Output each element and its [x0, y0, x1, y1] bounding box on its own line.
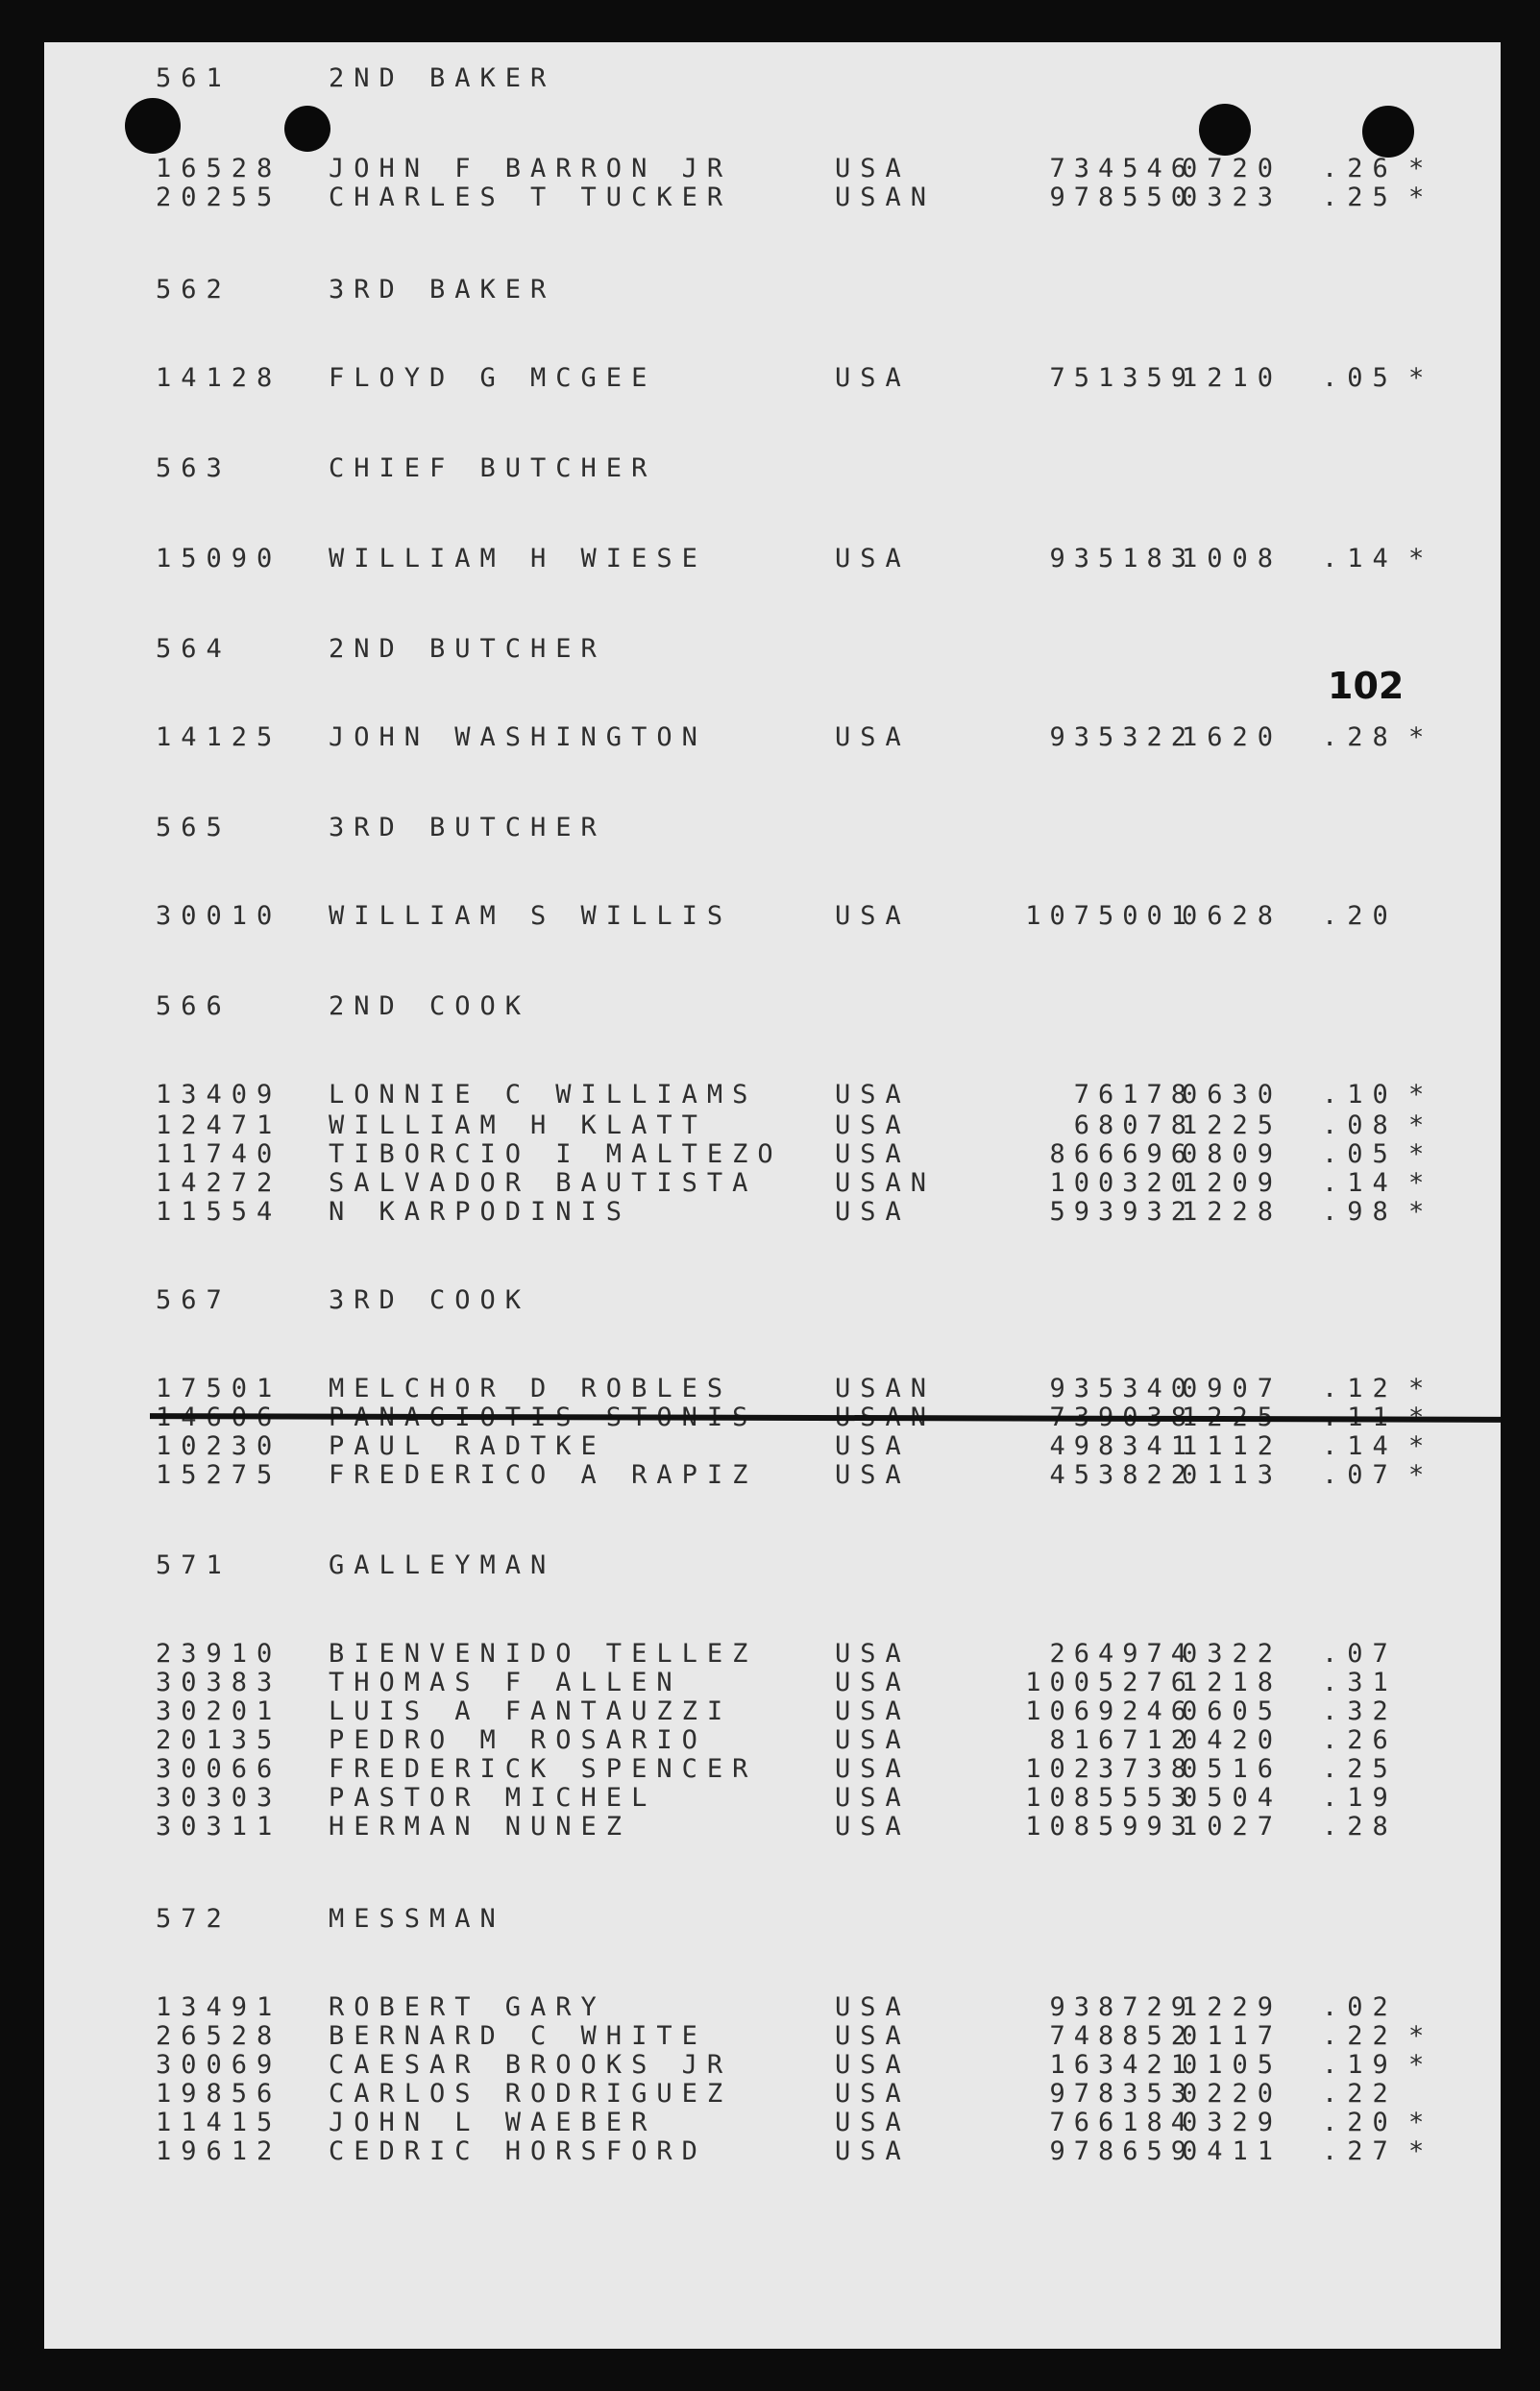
entry-citizenship: USA	[835, 1139, 911, 1169]
entry-value: .26	[1322, 154, 1398, 183]
roster-entry	[44, 363, 1501, 394]
entry-id: 30383	[156, 1668, 282, 1697]
entry-value: .25	[1322, 183, 1398, 212]
entry-name: MELCHOR D ROBLES	[329, 1374, 733, 1403]
entry-value: .14	[1322, 1431, 1398, 1461]
section-title: 3RD COOK	[329, 1285, 531, 1315]
entry-number: 163421	[1049, 2050, 1195, 2080]
section-heading	[44, 1550, 1501, 1581]
entry-mark: *	[1408, 1080, 1434, 1110]
entry-citizenship: USA	[835, 1080, 911, 1110]
entry-citizenship: USA	[835, 1639, 911, 1669]
entry-citizenship: USA	[835, 1431, 911, 1461]
entry-value: .07	[1322, 1460, 1398, 1490]
entry-citizenship: USA	[835, 1812, 911, 1842]
section-title: GALLEYMAN	[329, 1550, 556, 1580]
roster-entry	[44, 1110, 1501, 1141]
entry-citizenship: USA	[835, 1110, 911, 1140]
entry-value: .25	[1322, 1754, 1398, 1784]
entry-name: TIBORCIO I MALTEZO	[329, 1139, 783, 1169]
entry-number: 1085553	[1025, 1783, 1195, 1813]
entry-citizenship: USA	[835, 1460, 911, 1490]
entry-citizenship: USA	[835, 1696, 911, 1726]
entry-name: WILLIAM S WILLIS	[329, 901, 733, 931]
entry-id: 11415	[156, 2108, 282, 2137]
entry-mark: *	[1408, 2108, 1434, 2137]
entry-id: 17501	[156, 1374, 282, 1403]
entry-value: .27	[1322, 2136, 1398, 2166]
entry-citizenship: USAN	[835, 1168, 937, 1198]
entry-number: 498341	[1049, 1431, 1195, 1461]
entry-number: 1005276	[1025, 1668, 1195, 1697]
entry-name: WILLIAM H WIESE	[329, 544, 707, 573]
entry-name: FREDERICO A RAPIZ	[329, 1460, 758, 1490]
entry-name: CEDRIC HORSFORD	[329, 2136, 707, 2166]
entry-number: 978550	[1049, 183, 1195, 212]
section-heading	[44, 275, 1501, 305]
entry-citizenship: USA	[835, 1197, 911, 1227]
roster-entry	[44, 1168, 1501, 1199]
entry-mark: *	[1408, 2136, 1434, 2166]
entry-date-code: 0117	[1182, 2021, 1283, 2051]
section-title: 3RD BAKER	[329, 275, 556, 305]
entry-name: PASTOR MICHEL	[329, 1783, 657, 1813]
section-code: 567	[156, 1285, 232, 1315]
entry-date-code: 1112	[1182, 1431, 1283, 1461]
entry-date-code: 0628	[1182, 901, 1283, 931]
entry-date-code: 0420	[1182, 1725, 1283, 1755]
section-heading	[44, 453, 1501, 484]
entry-value: .20	[1322, 2108, 1398, 2137]
entry-id: 13491	[156, 1992, 282, 2022]
entry-id: 10230	[156, 1431, 282, 1461]
entry-mark: *	[1408, 1460, 1434, 1490]
roster-entry	[44, 1403, 1501, 1433]
entry-id: 16528	[156, 154, 282, 183]
roster-entry	[44, 2050, 1501, 2081]
entry-date-code: 0720	[1182, 154, 1283, 183]
entry-value: .28	[1322, 722, 1398, 752]
entry-citizenship: USA	[835, 1783, 911, 1813]
entry-number: 264974	[1049, 1639, 1195, 1669]
entry-mark: *	[1408, 2021, 1434, 2051]
entry-id: 11554	[156, 1197, 282, 1227]
roster-entry	[44, 722, 1501, 753]
entry-date-code: 0630	[1182, 1080, 1283, 1110]
entry-id: 13409	[156, 1080, 282, 1110]
entry-mark: *	[1408, 154, 1434, 183]
section-code: 562	[156, 275, 232, 305]
entry-name: PAUL RADTKE	[329, 1431, 606, 1461]
entry-name: BERNARD C WHITE	[329, 2021, 707, 2051]
entry-citizenship: USA	[835, 363, 911, 393]
entry-number: 593932	[1049, 1197, 1195, 1227]
entry-mark: *	[1408, 363, 1434, 393]
entry-name: JOHN F BARRON JR	[329, 154, 733, 183]
roster-entry	[44, 1639, 1501, 1670]
entry-id: 15090	[156, 544, 282, 573]
roster-entry	[44, 1754, 1501, 1785]
entry-date-code: 0220	[1182, 2079, 1283, 2109]
entry-value: .05	[1322, 363, 1398, 393]
roster-entry	[44, 183, 1501, 213]
section-code: 571	[156, 1550, 232, 1580]
entry-number: 816712	[1049, 1725, 1195, 1755]
entry-value: .19	[1322, 2050, 1398, 2080]
entry-id: 19612	[156, 2136, 282, 2166]
entry-name: BIENVENIDO TELLEZ	[329, 1639, 758, 1669]
entry-citizenship: USA	[835, 1668, 911, 1697]
entry-id: 15275	[156, 1460, 282, 1490]
entry-citizenship: USA	[835, 2136, 911, 2166]
entry-value: .14	[1322, 1168, 1398, 1198]
entry-id: 23910	[156, 1639, 282, 1669]
section-title: MESSMAN	[329, 1904, 505, 1934]
entry-date-code: 0516	[1182, 1754, 1283, 1784]
entry-number: 100320	[1049, 1168, 1195, 1198]
section-title: 2ND BAKER	[329, 63, 556, 93]
entry-id: 30311	[156, 1812, 282, 1842]
entry-date-code: 1620	[1182, 722, 1283, 752]
entry-number: 1085993	[1025, 1812, 1195, 1842]
entry-value: .20	[1322, 901, 1398, 931]
entry-value: .22	[1322, 2021, 1398, 2051]
entry-mark: *	[1408, 1139, 1434, 1169]
entry-number: 935183	[1049, 544, 1195, 573]
entry-number: 734546	[1049, 154, 1195, 183]
roster-entry	[44, 1374, 1501, 1404]
entry-date-code: 1210	[1182, 363, 1283, 393]
entry-value: .98	[1322, 1197, 1398, 1227]
entry-date-code: 1027	[1182, 1812, 1283, 1842]
entry-name: WILLIAM H KLATT	[329, 1110, 707, 1140]
entry-number: 1023738	[1025, 1754, 1195, 1784]
document-page	[44, 42, 1501, 2349]
entry-name: PEDRO M ROSARIO	[329, 1725, 707, 1755]
entry-number: 748852	[1049, 2021, 1195, 2051]
section-code: 561	[156, 63, 232, 93]
entry-name: ROBERT GARY	[329, 1992, 606, 2022]
section-heading	[44, 1904, 1501, 1935]
entry-date-code: 1218	[1182, 1668, 1283, 1697]
entry-mark: *	[1408, 1110, 1434, 1140]
entry-citizenship: USA	[835, 2021, 911, 2051]
section-code: 565	[156, 813, 232, 842]
entry-name: LUIS A FANTAUZZI	[329, 1696, 733, 1726]
entry-id: 30010	[156, 901, 282, 931]
entry-name: N KARPODINIS	[329, 1197, 632, 1227]
entry-date-code: 0907	[1182, 1374, 1283, 1403]
entry-number: 978659	[1049, 2136, 1195, 2166]
entry-number: 938729	[1049, 1992, 1195, 2022]
entry-citizenship: USA	[835, 1992, 911, 2022]
section-title: 2ND BUTCHER	[329, 634, 606, 664]
entry-name: LONNIE C WILLIAMS	[329, 1080, 758, 1110]
entry-number: 866696	[1049, 1139, 1195, 1169]
entry-id: 30066	[156, 1754, 282, 1784]
entry-name: JOHN L WAEBER	[329, 2108, 657, 2137]
entry-date-code: 1229	[1182, 1992, 1283, 2022]
entry-id: 30303	[156, 1783, 282, 1813]
roster-entry	[44, 1197, 1501, 1228]
section-heading	[44, 1285, 1501, 1316]
entry-id: 19856	[156, 2079, 282, 2109]
entry-name: CHARLES T TUCKER	[329, 183, 733, 212]
entry-mark: *	[1408, 722, 1434, 752]
section-title: 3RD BUTCHER	[329, 813, 606, 842]
entry-value: .02	[1322, 1992, 1398, 2022]
entry-value: .08	[1322, 1110, 1398, 1140]
entry-mark: *	[1408, 1168, 1434, 1198]
roster-entry	[44, 1783, 1501, 1814]
entry-id: 30069	[156, 2050, 282, 2080]
entry-date-code: 0504	[1182, 1783, 1283, 1813]
entry-name: FREDERICK SPENCER	[329, 1754, 758, 1784]
entry-citizenship: USA	[835, 1754, 911, 1784]
roster-entry	[44, 1992, 1501, 2023]
entry-citizenship: USA	[835, 2079, 911, 2109]
entry-number: 453822	[1049, 1460, 1195, 1490]
section-code: 572	[156, 1904, 232, 1934]
roster-entry	[44, 1431, 1501, 1462]
entry-date-code: 1209	[1182, 1168, 1283, 1198]
punch-hole-center	[284, 106, 330, 152]
entry-id: 26528	[156, 2021, 282, 2051]
entry-mark: *	[1408, 1374, 1434, 1403]
roster-entry	[44, 901, 1501, 932]
entry-date-code: 0605	[1182, 1696, 1283, 1726]
entry-value: .12	[1322, 1374, 1398, 1403]
entry-number: 766184	[1049, 2108, 1195, 2137]
entry-id: 14128	[156, 363, 282, 393]
punch-hole-right-1	[1199, 104, 1251, 156]
roster-entry	[44, 1725, 1501, 1756]
section-heading	[44, 63, 1501, 94]
entry-date-code: 0323	[1182, 183, 1283, 212]
entry-mark: *	[1408, 183, 1434, 212]
entry-date-code: 0113	[1182, 1460, 1283, 1490]
entry-citizenship: USA	[835, 2050, 911, 2080]
entry-date-code: 0411	[1182, 2136, 1283, 2166]
entry-value: .05	[1322, 1139, 1398, 1169]
entry-date-code: 0105	[1182, 2050, 1283, 2080]
entry-name: JOHN WASHINGTON	[329, 722, 707, 752]
entry-number: 1069246	[1025, 1696, 1195, 1726]
entry-name: CAESAR BROOKS JR	[329, 2050, 733, 2080]
punch-hole-right-2	[1362, 106, 1414, 158]
section-heading	[44, 634, 1501, 665]
entry-citizenship: USAN	[835, 1374, 937, 1403]
roster-entry	[44, 2021, 1501, 2052]
roster-entry	[44, 1080, 1501, 1110]
entry-id: 14272	[156, 1168, 282, 1198]
entry-value: .31	[1322, 1668, 1398, 1697]
entry-date-code: 0329	[1182, 2108, 1283, 2137]
entry-value: .26	[1322, 1725, 1398, 1755]
entry-date-code: 1228	[1182, 1197, 1283, 1227]
section-heading	[44, 991, 1501, 1022]
entry-value: .07	[1322, 1639, 1398, 1669]
entry-name: FLOYD G MCGEE	[329, 363, 657, 393]
entry-citizenship: USAN	[835, 183, 937, 212]
section-title: 2ND COOK	[329, 991, 531, 1021]
entry-number: 935340	[1049, 1374, 1195, 1403]
entry-name: CARLOS RODRIGUEZ	[329, 2079, 733, 2109]
roster-entry	[44, 154, 1501, 184]
roster-entry	[44, 544, 1501, 574]
section-code: 564	[156, 634, 232, 664]
entry-date-code: 1225	[1182, 1110, 1283, 1140]
punch-hole-left	[125, 98, 181, 154]
entry-id: 12471	[156, 1110, 282, 1140]
entry-citizenship: USA	[835, 154, 911, 183]
entry-number: 76178	[1073, 1080, 1195, 1110]
entry-name: THOMAS F ALLEN	[329, 1668, 682, 1697]
roster-entry	[44, 2079, 1501, 2110]
entry-id: 20255	[156, 183, 282, 212]
entry-date-code: 0322	[1182, 1639, 1283, 1669]
entry-number: 935322	[1049, 722, 1195, 752]
entry-citizenship: USA	[835, 2108, 911, 2137]
entry-citizenship: USA	[835, 1725, 911, 1755]
section-title: CHIEF BUTCHER	[329, 453, 657, 483]
entry-id: 30201	[156, 1696, 282, 1726]
entry-value: .14	[1322, 544, 1398, 573]
entry-number: 751359	[1049, 363, 1195, 393]
entry-id: 11740	[156, 1139, 282, 1169]
roster-entry	[44, 2108, 1501, 2138]
section-code: 566	[156, 991, 232, 1021]
entry-mark: *	[1408, 544, 1434, 573]
entry-value: .32	[1322, 1696, 1398, 1726]
roster-entry	[44, 1812, 1501, 1842]
entry-mark: *	[1408, 1431, 1434, 1461]
roster-entry	[44, 1139, 1501, 1170]
entry-mark: *	[1408, 1197, 1434, 1227]
entry-mark: *	[1408, 2050, 1434, 2080]
roster-entry	[44, 1460, 1501, 1491]
entry-name: HERMAN NUNEZ	[329, 1812, 632, 1842]
entry-citizenship: USA	[835, 901, 911, 931]
roster-entry	[44, 1696, 1501, 1727]
roster-entry	[44, 2136, 1501, 2167]
section-code: 563	[156, 453, 232, 483]
entry-id: 14125	[156, 722, 282, 752]
roster-entry	[44, 1668, 1501, 1698]
entry-value: .10	[1322, 1080, 1398, 1110]
entry-citizenship: USA	[835, 544, 911, 573]
page-number: 102	[1328, 665, 1405, 707]
entry-number: 978353	[1049, 2079, 1195, 2109]
entry-name: SALVADOR BAUTISTA	[329, 1168, 758, 1198]
entry-value: .28	[1322, 1812, 1398, 1842]
entry-id: 20135	[156, 1725, 282, 1755]
entry-number: 68078	[1073, 1110, 1195, 1140]
entry-date-code: 1008	[1182, 544, 1283, 573]
entry-value: .22	[1322, 2079, 1398, 2109]
entry-date-code: 0809	[1182, 1139, 1283, 1169]
section-heading	[44, 813, 1501, 843]
entry-number: 1075001	[1025, 901, 1195, 931]
entry-value: .19	[1322, 1783, 1398, 1813]
entry-citizenship: USA	[835, 722, 911, 752]
